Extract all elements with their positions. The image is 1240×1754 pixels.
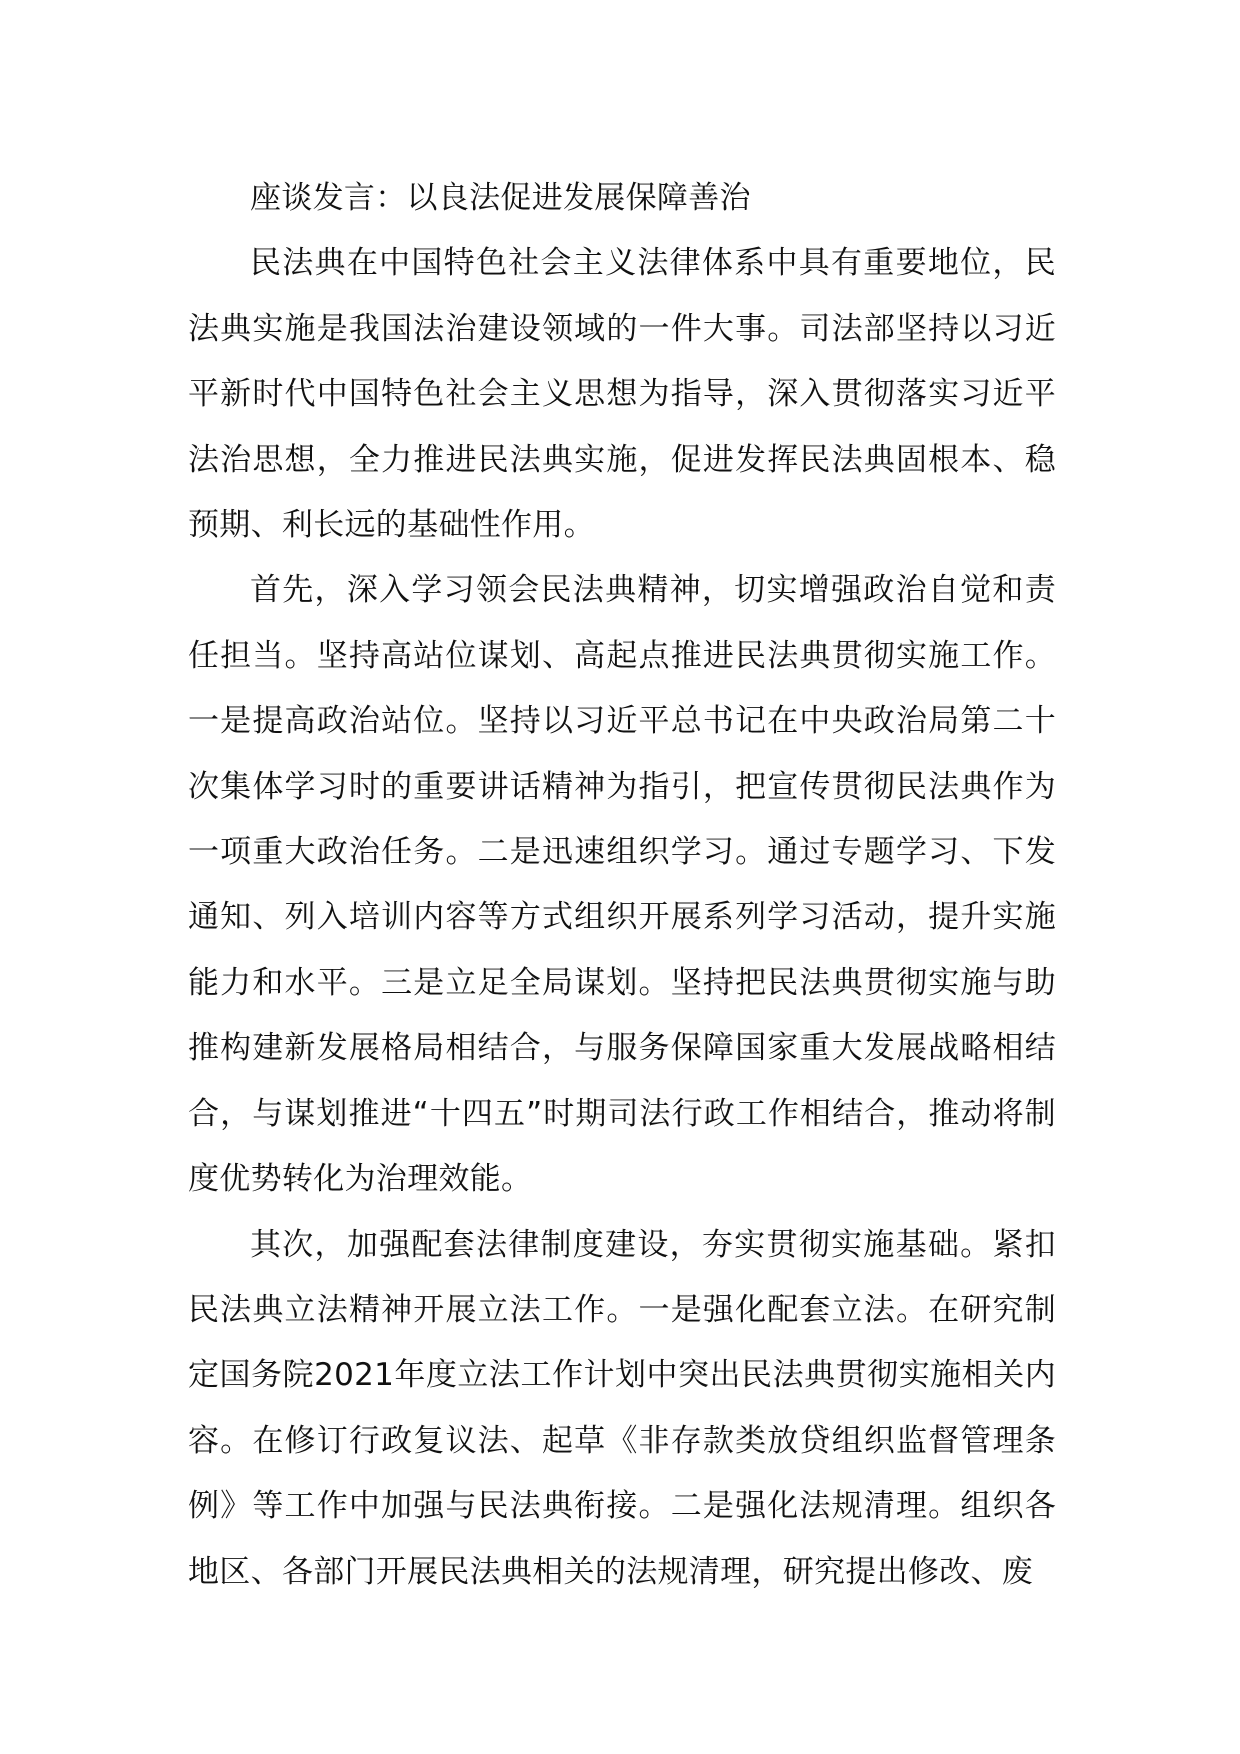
- paragraph-second-point: 其次，加强配套法律制度建设，夯实贯彻实施基础。紧扣民法典立法精神开展立法工作。一是强化配套立法。在研究制定国务院2021年度立法工作计划中突出民法典贯彻实施相关内容。在修订行政复议法、起草《非存款类放贷组织监督管理条例》等工作中加强与民法典衔接。二是强化法规清理。组织各地区、各部门开展民法典相关的法规清理，研究提出修改、废: [188, 1226, 1056, 1590]
- document-title: 座谈发言：以良法促进发展保障善治: [250, 180, 751, 216]
- paragraph-intro: 民法典在中国特色社会主义法律体系中具有重要地位，民法典实施是我国法治建设领域的一件大事。司法部坚持以习近平新时代中国特色社会主义思想为指导，深入贯彻落实习近平法治思想，全力推进民法典实施，促进发挥民法典固根本、稳预期、利长远的基础性作用。: [188, 245, 1056, 544]
- document-body: [188, 166, 1056, 1605]
- paragraph-first-point: 首先，深入学习领会民法典精神，切实增强政治自觉和责任担当。坚持高站位谋划、高起点推进民法典贯彻实施工作。一是提高政治站位。坚持以习近平总书记在中央政治局第二十次集体学习时的重要讲话精神为指引，把宣传贯彻民法典作为一项重大政治任务。二是迅速组织学习。通过专题学习、下发通知、列入培训内容等方式组织开展系列学习活动，提升实施能力和水平。三是立足全局谋划。坚持把民法典贯彻实施与助推构建新发展格局相结合，与服务保障国家重大发展战略相结合，与谋划推进“十四五”时期司法行政工作相结合，推动将制度优势转化为治理效能。: [188, 572, 1056, 1198]
